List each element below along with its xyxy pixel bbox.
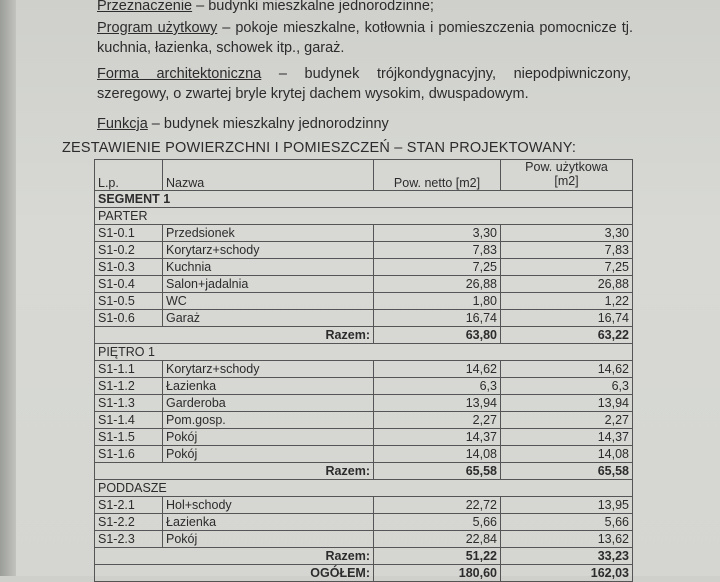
cell-lp: S1-0.4 — [95, 276, 163, 293]
cell-lp: S1-1.5 — [95, 429, 163, 446]
cell-uzytkowa: 1,22 — [501, 293, 633, 310]
header-uzytkowa-line2: [m2] — [554, 174, 579, 188]
cell-netto: 14,37 — [374, 429, 501, 446]
header-nazwa: Nazwa — [163, 160, 374, 191]
table-row — [95, 276, 633, 293]
intro-funkcja — [97, 114, 389, 134]
cell-nazwa: Łazienka — [163, 378, 374, 395]
intro-przeznaczenie — [97, 0, 434, 16]
cell-nazwa: Pokój — [163, 446, 374, 463]
cell-uzytkowa: 7,83 — [501, 242, 633, 259]
subtotal-row — [95, 463, 633, 480]
subtotal-uzytkowa: 63,22 — [501, 327, 633, 344]
table-row — [95, 259, 633, 276]
cell-netto: 6,3 — [374, 378, 501, 395]
subtotal-netto: 51,22 — [374, 548, 501, 565]
term-przeznaczenie: Przeznaczenie — [97, 0, 193, 14]
cell-nazwa: Pokój — [163, 531, 374, 548]
cell-uzytkowa: 26,88 — [501, 276, 633, 293]
header-uzytkowa — [501, 160, 633, 191]
cell-lp: S1-1.4 — [95, 412, 163, 429]
table-row — [95, 429, 633, 446]
table-row — [95, 225, 633, 242]
text-forma: – budynek trójkondygnacyjny, niepodpiwniczony, szeregowy, o zwartej bryle krytej dachem wysokim, dwuspadowym. — [97, 66, 632, 102]
header-lp: L.p. — [95, 160, 163, 191]
table-row — [95, 361, 633, 378]
cell-uzytkowa: 3,30 — [501, 225, 633, 242]
cell-netto: 7,25 — [374, 259, 501, 276]
subtotal-uzytkowa: 65,58 — [501, 463, 633, 480]
floor-header-row — [95, 480, 633, 497]
table-row — [95, 497, 633, 514]
text-funkcja: – budynek mieszkalny jednorodzinny — [147, 116, 389, 132]
table-row — [95, 242, 633, 259]
cell-uzytkowa: 5,66 — [501, 514, 633, 531]
cell-nazwa: WC — [163, 293, 374, 310]
cell-lp: S1-0.2 — [95, 242, 163, 259]
term-program: Program użytkowy — [97, 20, 218, 36]
cell-uzytkowa: 14,62 — [501, 361, 633, 378]
cell-uzytkowa: 16,74 — [501, 310, 633, 327]
cell-netto: 2,27 — [374, 412, 501, 429]
cell-nazwa: Korytarz+schody — [163, 361, 374, 378]
subtotal-netto: 63,80 — [374, 327, 501, 344]
table-title: ZESTAWIENIE POWIERZCHNI I POMIESZCZEŃ – STAN PROJEKTOWANY: — [62, 140, 577, 156]
segment-row — [95, 191, 633, 208]
table-row — [95, 378, 633, 395]
subtotal-netto: 65,58 — [374, 463, 501, 480]
cell-netto: 13,94 — [374, 395, 501, 412]
cell-lp: S1-0.1 — [95, 225, 163, 242]
table-row — [95, 446, 633, 463]
table-row — [95, 412, 633, 429]
total-netto: 180,60 — [374, 565, 501, 582]
header-netto: Pow. netto [m2] — [374, 160, 501, 191]
subtotal-label: Razem: — [95, 463, 374, 480]
cell-uzytkowa: 14,37 — [501, 429, 633, 446]
cell-netto: 26,88 — [374, 276, 501, 293]
cell-nazwa: Łazienka — [163, 514, 374, 531]
cell-uzytkowa: 13,95 — [501, 497, 633, 514]
cell-lp: S1-2.2 — [95, 514, 163, 531]
cell-nazwa: Przedsionek — [163, 225, 374, 242]
total-row — [95, 565, 633, 582]
table-row — [95, 395, 633, 412]
cell-netto: 3,30 — [374, 225, 501, 242]
text-przeznaczenie: – budynki mieszkalne jednorodzinne; — [192, 0, 434, 14]
table-header-row — [95, 160, 633, 191]
total-label: OGÓŁEM: — [95, 565, 374, 582]
intro-forma — [97, 64, 631, 104]
subtotal-label: Razem: — [95, 548, 374, 565]
cell-uzytkowa: 14,08 — [501, 446, 633, 463]
table-row — [95, 293, 633, 310]
cell-uzytkowa: 13,94 — [501, 395, 633, 412]
total-uzytkowa: 162,03 — [501, 565, 633, 582]
cell-uzytkowa: 2,27 — [501, 412, 633, 429]
cell-nazwa: Pom.gosp. — [163, 412, 374, 429]
cell-netto: 22,84 — [374, 531, 501, 548]
header-uzytkowa-line1: Pow. użytkowa — [525, 160, 608, 174]
floor-header-row — [95, 208, 633, 225]
intro-program — [97, 18, 633, 58]
floor-header-row — [95, 344, 633, 361]
cell-netto: 5,66 — [374, 514, 501, 531]
area-table — [94, 159, 633, 582]
subtotal-row — [95, 548, 633, 565]
term-funkcja: Funkcja — [97, 116, 148, 132]
floor-label: PARTER — [95, 208, 633, 225]
term-forma: Forma architektoniczna — [97, 66, 262, 82]
cell-netto: 1,80 — [374, 293, 501, 310]
cell-netto: 16,74 — [374, 310, 501, 327]
cell-netto: 7,83 — [374, 242, 501, 259]
cell-lp: S1-1.3 — [95, 395, 163, 412]
floor-label: PODDASZE — [95, 480, 633, 497]
cell-uzytkowa: 7,25 — [501, 259, 633, 276]
cell-nazwa: Kuchnia — [163, 259, 374, 276]
cell-nazwa: Garaż — [163, 310, 374, 327]
subtotal-label: Razem: — [95, 327, 374, 344]
cell-lp: S1-2.1 — [95, 497, 163, 514]
cell-nazwa: Hol+schody — [163, 497, 374, 514]
text-program: – pokoje mieszkalne, kotłownia i pomieszczenia pomocnicze tj. kuchnia, łazienka, schowek itp., garaż. — [97, 20, 633, 56]
cell-lp: S1-1.1 — [95, 361, 163, 378]
subtotal-row — [95, 327, 633, 344]
cell-lp: S1-1.6 — [95, 446, 163, 463]
table-row — [95, 514, 633, 531]
cell-netto: 22,72 — [374, 497, 501, 514]
cell-lp: S1-2.3 — [95, 531, 163, 548]
cell-lp: S1-0.6 — [95, 310, 163, 327]
segment-label: SEGMENT 1 — [95, 191, 633, 208]
cell-nazwa: Garderoba — [163, 395, 374, 412]
floor-label: PIĘTRO 1 — [95, 344, 633, 361]
cell-nazwa: Salon+jadalnia — [163, 276, 374, 293]
cell-nazwa: Korytarz+schody — [163, 242, 374, 259]
page-binding-shadow — [0, 0, 16, 576]
cell-nazwa: Pokój — [163, 429, 374, 446]
cell-uzytkowa: 13,62 — [501, 531, 633, 548]
cell-lp: S1-1.2 — [95, 378, 163, 395]
table-row — [95, 531, 633, 548]
cell-uzytkowa: 6,3 — [501, 378, 633, 395]
table-row — [95, 310, 633, 327]
cell-netto: 14,08 — [374, 446, 501, 463]
cell-lp: S1-0.5 — [95, 293, 163, 310]
cell-lp: S1-0.3 — [95, 259, 163, 276]
subtotal-uzytkowa: 33,23 — [501, 548, 633, 565]
cell-netto: 14,62 — [374, 361, 501, 378]
